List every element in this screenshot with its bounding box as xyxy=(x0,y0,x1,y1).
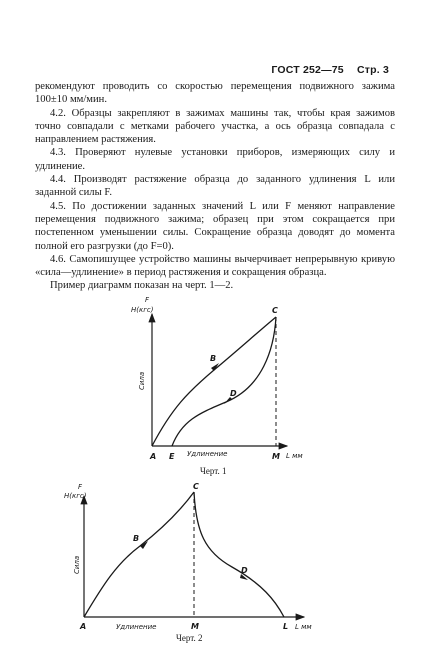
y-axis-unit: Н(кгс) xyxy=(64,492,87,500)
paragraph: рекомендуют проводить со скоростью перемещения подвижного зажима 100±10 мм/мин. xyxy=(35,81,395,106)
y-axis-label-top: F xyxy=(145,296,150,304)
point-b-label: B xyxy=(210,354,217,363)
point-c-label: C xyxy=(193,482,199,491)
paragraph: 4.2. Образцы закрепляют в зажимах машины так, чтобы края зажимов точно совпадали с метками рабочего участка, а ось образца совпадала с направлением растяжения. xyxy=(35,107,395,146)
y-axis-name: Сила xyxy=(73,555,81,574)
figure-1-caption: Черт. 1 xyxy=(200,466,227,476)
point-m-label: M xyxy=(191,622,199,631)
figure-2 xyxy=(64,482,312,643)
y-axis-label-top: F xyxy=(78,483,83,491)
figure-2-caption: Черт. 2 xyxy=(176,633,203,643)
figure-1 xyxy=(131,296,303,476)
point-b-label: B xyxy=(133,534,140,543)
x-axis-unit: L мм xyxy=(295,623,312,631)
point-e-label: E xyxy=(169,452,175,461)
paragraph: 4.5. По достижении заданных значений L или F меняют направление перемещения подвижного зажима; образец при этом сокращается при постепенном уменьшении силы. Сокращение образца доводят до момента полной его разгрузки (до F=0). xyxy=(35,200,395,252)
point-m-label: M xyxy=(272,452,280,461)
point-d-label: D xyxy=(230,389,237,398)
paragraph: 4.3. Проверяют нулевые установки приборов, измеряющих силу и удлинение. xyxy=(35,147,395,172)
point-c-label: C xyxy=(272,306,278,315)
unloading-curve xyxy=(172,317,276,446)
x-axis-name: Удлинение xyxy=(116,623,157,631)
gost-number: ГОСТ 252—75 xyxy=(271,64,344,76)
x-axis-name: Удлинение xyxy=(187,450,228,458)
x-axis-unit: L мм xyxy=(286,452,303,460)
point-l-label: L xyxy=(283,622,289,631)
paragraph: Пример диаграмм показан на черт. 1—2. xyxy=(50,280,234,292)
point-d-label: D xyxy=(241,566,248,575)
loading-curve xyxy=(84,492,194,617)
unloading-curve xyxy=(194,492,284,617)
y-axis-name: Сила xyxy=(138,371,146,390)
point-a-label: A xyxy=(150,452,157,461)
paragraph: 4.6. Самопишущее устройство машины вычерчивает непрерывную кривую «сила—удлинение» в период растяжения и сокращения образца. xyxy=(35,253,395,279)
y-axis-unit: Н(кгс) xyxy=(131,306,154,314)
point-a-label: A xyxy=(80,622,87,631)
page-number: Стр. 3 xyxy=(356,64,389,76)
paragraph: 4.4. Производят растяжение образца до заданного удлинения L или заданной силы F. xyxy=(35,174,395,199)
loading-curve xyxy=(152,317,276,446)
